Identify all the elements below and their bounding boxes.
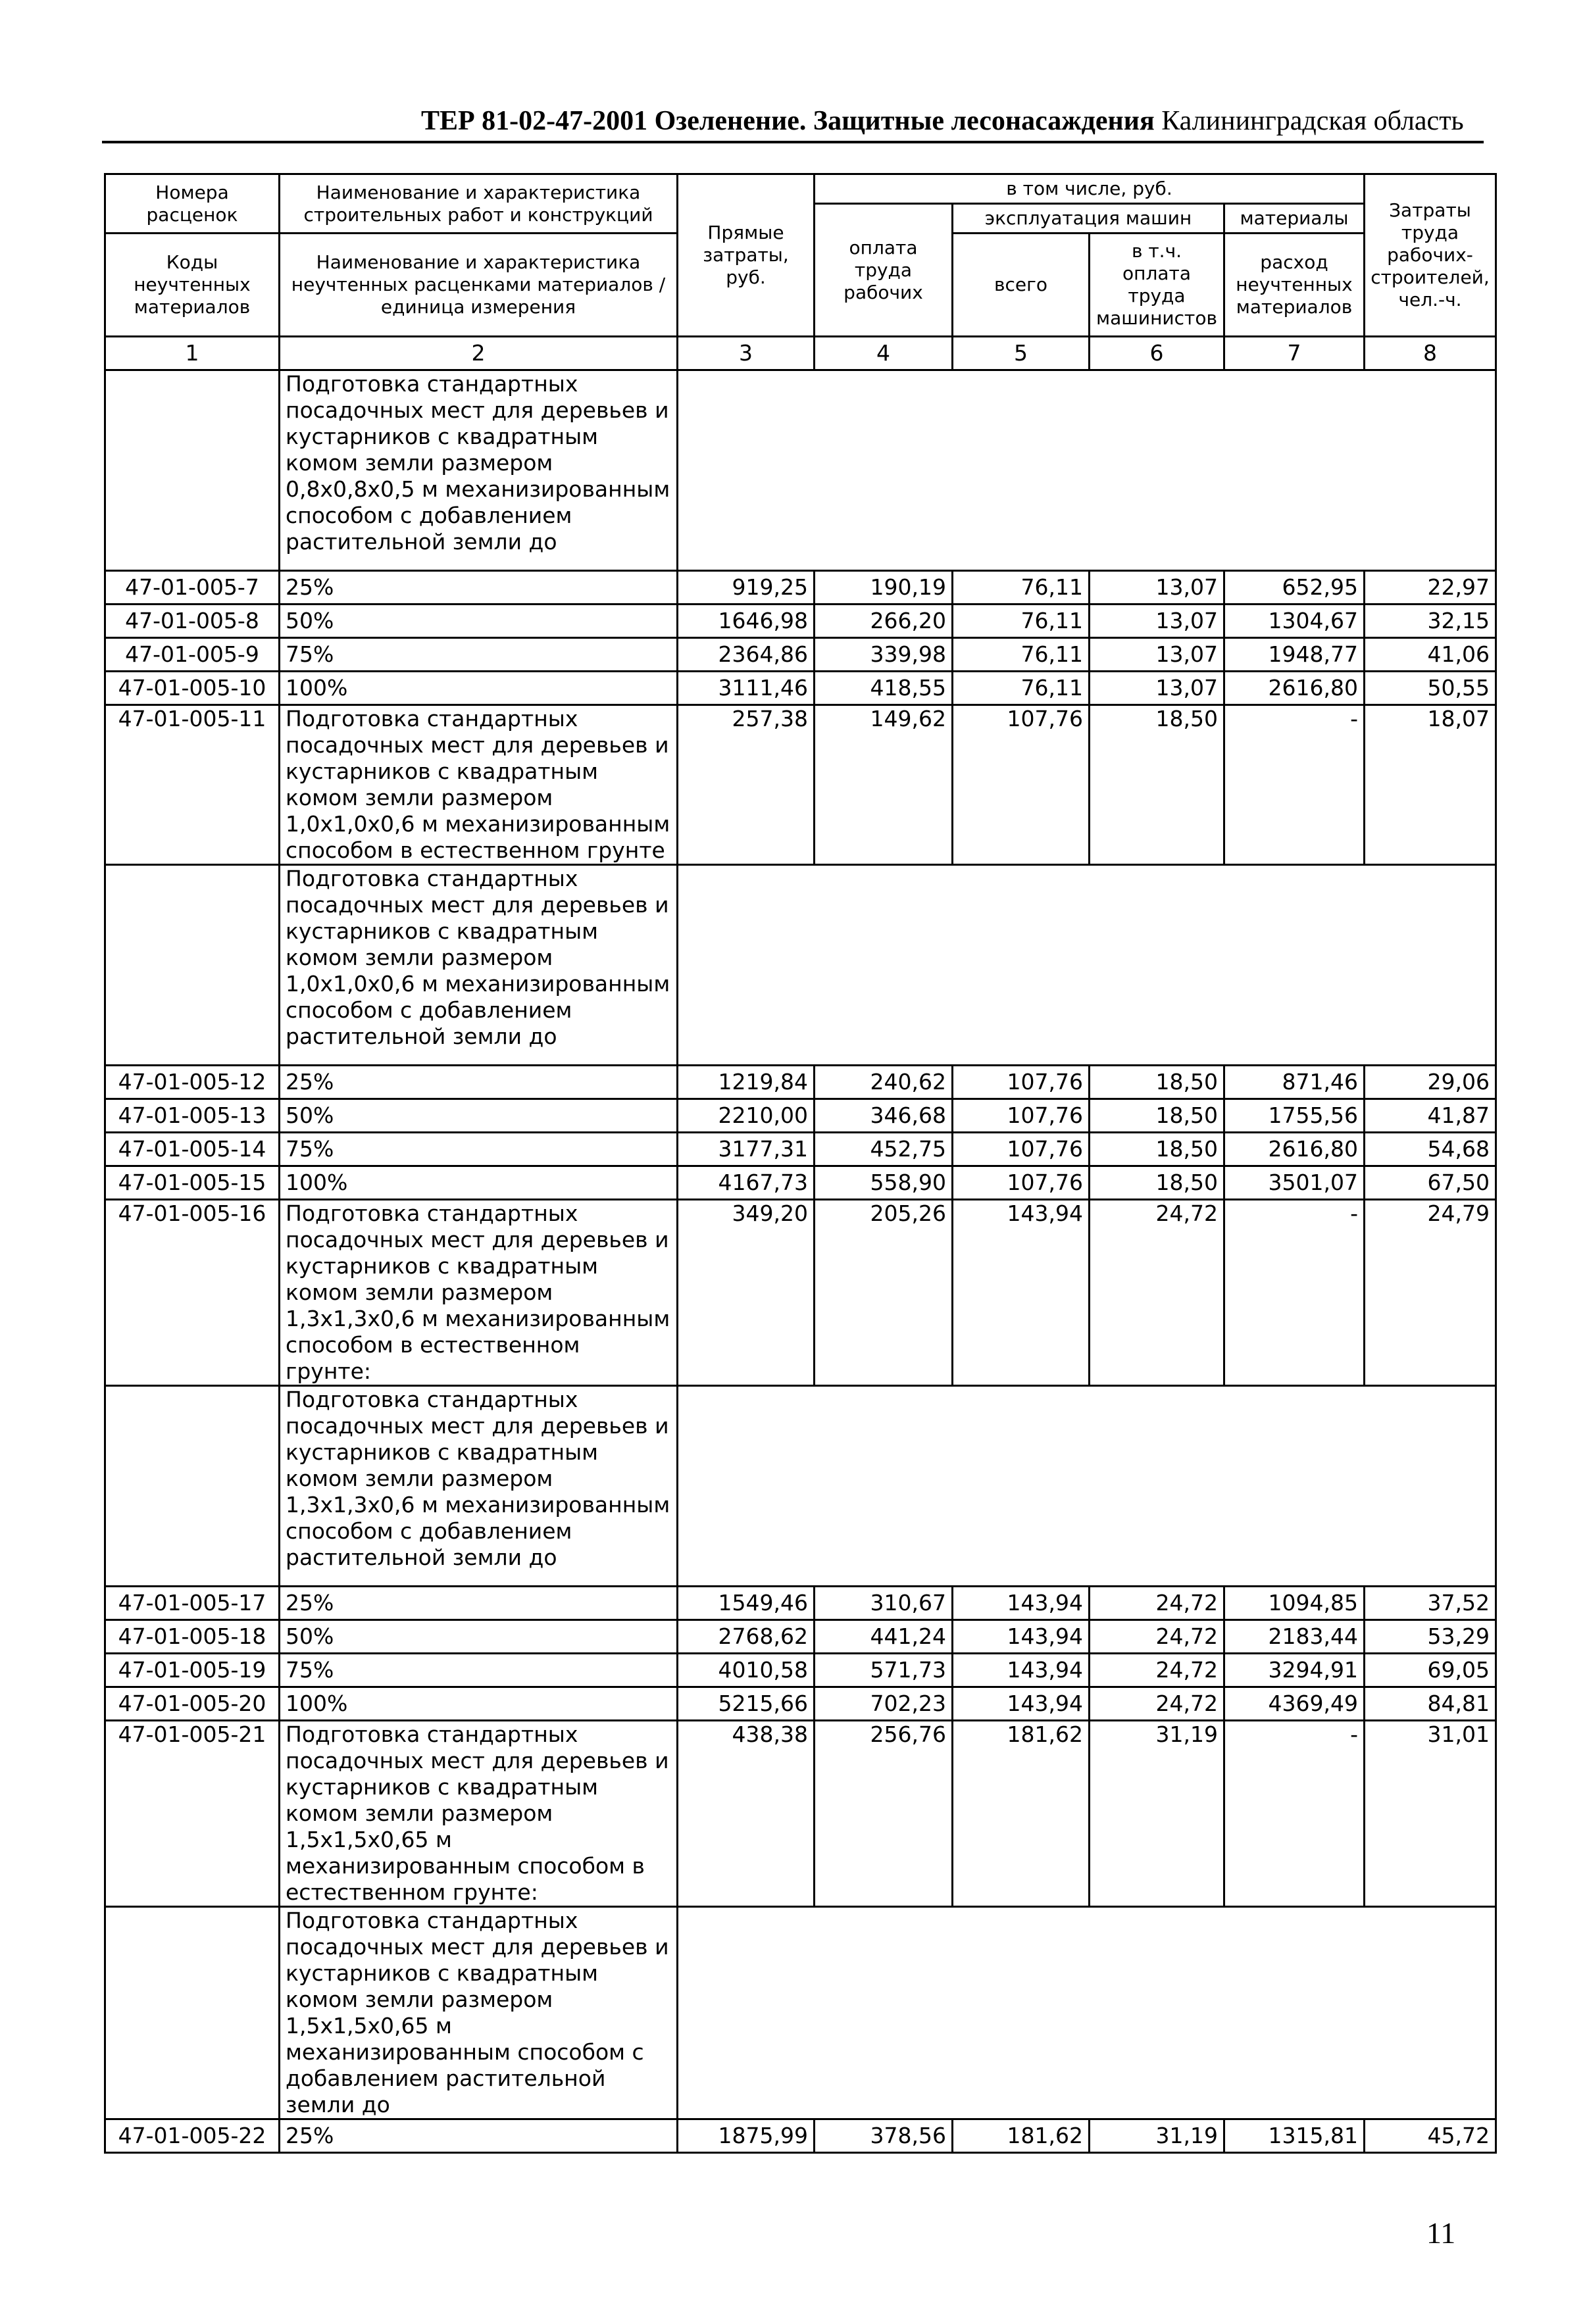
machines-total-value: 107,76 bbox=[953, 1133, 1090, 1166]
column-number-7: 7 bbox=[1224, 337, 1365, 370]
row-description: Подготовка стандартных посадочных мест для деревьев и кустарников с квадратным комом земли размером 1,3х1,3х0,6 м механизированным способом с добавлением растительной земли до bbox=[280, 1386, 678, 1587]
table-row bbox=[105, 1166, 1496, 1200]
rate-code: 47-01-005-7 bbox=[105, 571, 280, 605]
material-consumption-value: 1094,85 bbox=[1224, 1587, 1365, 1620]
column-number-5: 5 bbox=[953, 337, 1090, 370]
header-materials: материалы bbox=[1224, 204, 1365, 234]
table-row bbox=[105, 1099, 1496, 1133]
worker-wages-value: 571,73 bbox=[815, 1654, 953, 1687]
table-row bbox=[105, 1133, 1496, 1166]
worker-wages-value: 240,62 bbox=[815, 1066, 953, 1099]
direct-costs-value: 349,20 bbox=[678, 1200, 815, 1386]
operator-wages-value: 18,50 bbox=[1090, 1099, 1224, 1133]
direct-costs-value: 1875,99 bbox=[678, 2119, 815, 2153]
rate-code: 47-01-005-21 bbox=[105, 1721, 280, 1907]
material-consumption-value: 1304,67 bbox=[1224, 605, 1365, 638]
labor-costs-value: 50,55 bbox=[1365, 672, 1496, 705]
direct-costs-value: 5215,66 bbox=[678, 1687, 815, 1721]
operator-wages-value: 18,50 bbox=[1090, 1066, 1224, 1099]
rate-code: 47-01-005-12 bbox=[105, 1066, 280, 1099]
header-material-consumption: расход неучтенных материалов bbox=[1224, 234, 1365, 337]
direct-costs-value: 2768,62 bbox=[678, 1620, 815, 1654]
worker-wages-value: 702,23 bbox=[815, 1687, 953, 1721]
worker-wages-value: 266,20 bbox=[815, 605, 953, 638]
rate-code: 47-01-005-14 bbox=[105, 1133, 280, 1166]
machines-total-value: 76,11 bbox=[953, 638, 1090, 672]
header-title-region: Калининградская область bbox=[1154, 106, 1464, 136]
operator-wages-value: 24,72 bbox=[1090, 1687, 1224, 1721]
worker-wages-value: 452,75 bbox=[815, 1133, 953, 1166]
rate-code: 47-01-005-8 bbox=[105, 605, 280, 638]
labor-costs-value: 31,01 bbox=[1365, 1721, 1496, 1907]
machines-total-value: 107,76 bbox=[953, 705, 1090, 865]
header-title-bold: ТЕР 81-02-47-2001 Озеленение. Защитные лесонасаждения bbox=[421, 106, 1155, 136]
worker-wages-value: 418,55 bbox=[815, 672, 953, 705]
material-consumption-value: 1315,81 bbox=[1224, 2119, 1365, 2153]
direct-costs-value: 4167,73 bbox=[678, 1166, 815, 1200]
header-operator-wages: в т.ч. оплата труда машинистов bbox=[1090, 234, 1224, 337]
direct-costs-value: 2364,86 bbox=[678, 638, 815, 672]
rate-code: 47-01-005-10 bbox=[105, 672, 280, 705]
row-description: 25% bbox=[280, 571, 678, 605]
table-row bbox=[105, 1721, 1496, 1907]
labor-costs-value: 67,50 bbox=[1365, 1166, 1496, 1200]
material-consumption-value: - bbox=[1224, 705, 1365, 865]
column-number-1: 1 bbox=[105, 337, 280, 370]
rate-code: 47-01-005-16 bbox=[105, 1200, 280, 1386]
header-direct-costs: Прямые затраты, руб. bbox=[678, 174, 815, 337]
rate-code: 47-01-005-13 bbox=[105, 1099, 280, 1133]
operator-wages-value: 18,50 bbox=[1090, 1133, 1224, 1166]
worker-wages-value: 190,19 bbox=[815, 571, 953, 605]
row-description: 50% bbox=[280, 1620, 678, 1654]
header-labor-costs: Затраты труда рабочих-строителей, чел.-ч. bbox=[1365, 174, 1496, 337]
row-description: 25% bbox=[280, 2119, 678, 2153]
row-gap bbox=[678, 370, 1496, 571]
labor-costs-value: 53,29 bbox=[1365, 1620, 1496, 1654]
header-work-name: Наименование и характеристика строительных работ и конструкций bbox=[280, 174, 678, 234]
group-heading-row bbox=[105, 1907, 1496, 2119]
machines-total-value: 76,11 bbox=[953, 571, 1090, 605]
machines-total-value: 181,62 bbox=[953, 2119, 1090, 2153]
operator-wages-value: 13,07 bbox=[1090, 571, 1224, 605]
row-description: 100% bbox=[280, 1166, 678, 1200]
row-description: 50% bbox=[280, 1099, 678, 1133]
group-heading-row bbox=[105, 865, 1496, 1066]
header-including: в том числе, руб. bbox=[815, 174, 1365, 204]
column-number-row bbox=[105, 337, 1496, 370]
table-row bbox=[105, 2119, 1496, 2153]
material-consumption-value: 2616,80 bbox=[1224, 672, 1365, 705]
worker-wages-value: 378,56 bbox=[815, 2119, 953, 2153]
rate-code: 47-01-005-19 bbox=[105, 1654, 280, 1687]
machines-total-value: 107,76 bbox=[953, 1166, 1090, 1200]
labor-costs-value: 22,97 bbox=[1365, 571, 1496, 605]
header-material-codes: Коды неучтенных материалов bbox=[105, 234, 280, 337]
direct-costs-value: 3177,31 bbox=[678, 1133, 815, 1166]
header-rate-numbers: Номера расценок bbox=[105, 174, 280, 234]
header-row-1 bbox=[105, 174, 1496, 204]
worker-wages-value: 346,68 bbox=[815, 1099, 953, 1133]
machines-total-value: 107,76 bbox=[953, 1099, 1090, 1133]
table-row bbox=[105, 1687, 1496, 1721]
table-row bbox=[105, 1587, 1496, 1620]
row-description: 100% bbox=[280, 1687, 678, 1721]
rate-code: 47-01-005-18 bbox=[105, 1620, 280, 1654]
row-gap bbox=[678, 1386, 1496, 1587]
rate-code: 47-01-005-20 bbox=[105, 1687, 280, 1721]
material-consumption-value: 1755,56 bbox=[1224, 1099, 1365, 1133]
direct-costs-value: 919,25 bbox=[678, 571, 815, 605]
operator-wages-value: 24,72 bbox=[1090, 1200, 1224, 1386]
labor-costs-value: 41,06 bbox=[1365, 638, 1496, 672]
operator-wages-value: 24,72 bbox=[1090, 1620, 1224, 1654]
row-description: 75% bbox=[280, 1133, 678, 1166]
row-gap bbox=[678, 865, 1496, 1066]
table-row bbox=[105, 638, 1496, 672]
row-description: 50% bbox=[280, 605, 678, 638]
direct-costs-value: 3111,46 bbox=[678, 672, 815, 705]
table-row bbox=[105, 1620, 1496, 1654]
worker-wages-value: 339,98 bbox=[815, 638, 953, 672]
column-number-6: 6 bbox=[1090, 337, 1224, 370]
material-consumption-value: 3501,07 bbox=[1224, 1166, 1365, 1200]
labor-costs-value: 41,87 bbox=[1365, 1099, 1496, 1133]
labor-costs-value: 45,72 bbox=[1365, 2119, 1496, 2153]
operator-wages-value: 24,72 bbox=[1090, 1654, 1224, 1687]
table-row bbox=[105, 672, 1496, 705]
labor-costs-value: 32,15 bbox=[1365, 605, 1496, 638]
operator-wages-value: 24,72 bbox=[1090, 1587, 1224, 1620]
material-consumption-value: - bbox=[1224, 1200, 1365, 1386]
direct-costs-value: 1549,46 bbox=[678, 1587, 815, 1620]
table-row bbox=[105, 705, 1496, 865]
column-number-8: 8 bbox=[1365, 337, 1496, 370]
group-heading-row bbox=[105, 370, 1496, 571]
group-heading-row bbox=[105, 1386, 1496, 1587]
machines-total-value: 76,11 bbox=[953, 605, 1090, 638]
material-consumption-value: - bbox=[1224, 1721, 1365, 1907]
header-rule bbox=[102, 141, 1484, 143]
machines-total-value: 76,11 bbox=[953, 672, 1090, 705]
table-row bbox=[105, 1200, 1496, 1386]
header-worker-wages: оплата труда рабочих bbox=[815, 204, 953, 337]
machines-total-value: 143,94 bbox=[953, 1200, 1090, 1386]
header-machine-operation: эксплуатация машин bbox=[953, 204, 1224, 234]
labor-costs-value: 54,68 bbox=[1365, 1133, 1496, 1166]
row-description: 100% bbox=[280, 672, 678, 705]
rate-code: 47-01-005-17 bbox=[105, 1587, 280, 1620]
rate-code: 47-01-005-15 bbox=[105, 1166, 280, 1200]
row-description: Подготовка стандартных посадочных мест для деревьев и кустарников с квадратным комом земли размером 1,5х1,5х0,65 м механизированным способом в естественном грунте: bbox=[280, 1721, 678, 1907]
direct-costs-value: 1219,84 bbox=[678, 1066, 815, 1099]
machines-total-value: 107,76 bbox=[953, 1066, 1090, 1099]
row-description: 75% bbox=[280, 1654, 678, 1687]
row-description: 75% bbox=[280, 638, 678, 672]
machines-total-value: 143,94 bbox=[953, 1687, 1090, 1721]
material-consumption-value: 3294,91 bbox=[1224, 1654, 1365, 1687]
column-number-3: 3 bbox=[678, 337, 815, 370]
material-consumption-value: 2183,44 bbox=[1224, 1620, 1365, 1654]
material-consumption-value: 652,95 bbox=[1224, 571, 1365, 605]
table-row bbox=[105, 605, 1496, 638]
machines-total-value: 143,94 bbox=[953, 1587, 1090, 1620]
row-code bbox=[105, 1907, 280, 2119]
direct-costs-value: 2210,00 bbox=[678, 1099, 815, 1133]
rate-code: 47-01-005-9 bbox=[105, 638, 280, 672]
column-number-2: 2 bbox=[280, 337, 678, 370]
header-machines-total: всего bbox=[953, 234, 1090, 337]
operator-wages-value: 13,07 bbox=[1090, 638, 1224, 672]
row-description: Подготовка стандартных посадочных мест для деревьев и кустарников с квадратным комом земли размером 1,0х1,0х0,6 м механизированным способом в естественном грунте bbox=[280, 705, 678, 865]
table-body bbox=[105, 174, 1496, 2153]
row-description: Подготовка стандартных посадочных мест для деревьев и кустарников с квадратным комом земли размером 0,8х0,8х0,5 м механизированным способом с добавлением растительной земли до bbox=[280, 370, 678, 571]
operator-wages-value: 18,50 bbox=[1090, 1166, 1224, 1200]
row-code bbox=[105, 865, 280, 1066]
rate-code: 47-01-005-11 bbox=[105, 705, 280, 865]
operator-wages-value: 18,50 bbox=[1090, 705, 1224, 865]
direct-costs-value: 4010,58 bbox=[678, 1654, 815, 1687]
row-code bbox=[105, 1386, 280, 1587]
labor-costs-value: 29,06 bbox=[1365, 1066, 1496, 1099]
operator-wages-value: 31,19 bbox=[1090, 2119, 1224, 2153]
row-description: Подготовка стандартных посадочных мест для деревьев и кустарников с квадратным комом земли размером 1,3х1,3х0,6 м механизированным способом в естественном грунте: bbox=[280, 1200, 678, 1386]
row-description: Подготовка стандартных посадочных мест для деревьев и кустарников с квадратным комом земли размером 1,5х1,5х0,65 м механизированным способом с добавлением растительной земли до bbox=[280, 1907, 678, 2119]
direct-costs-value: 1646,98 bbox=[678, 605, 815, 638]
material-consumption-value: 4369,49 bbox=[1224, 1687, 1365, 1721]
operator-wages-value: 13,07 bbox=[1090, 605, 1224, 638]
worker-wages-value: 558,90 bbox=[815, 1166, 953, 1200]
row-description: 25% bbox=[280, 1587, 678, 1620]
price-table bbox=[104, 173, 1497, 2154]
table-row bbox=[105, 571, 1496, 605]
machines-total-value: 143,94 bbox=[953, 1620, 1090, 1654]
rate-code: 47-01-005-22 bbox=[105, 2119, 280, 2153]
material-consumption-value: 2616,80 bbox=[1224, 1133, 1365, 1166]
material-consumption-value: 1948,77 bbox=[1224, 638, 1365, 672]
worker-wages-value: 310,67 bbox=[815, 1587, 953, 1620]
table-row bbox=[105, 1654, 1496, 1687]
column-number-4: 4 bbox=[815, 337, 953, 370]
table-row bbox=[105, 1066, 1496, 1099]
labor-costs-value: 24,79 bbox=[1365, 1200, 1496, 1386]
page-header-title bbox=[421, 105, 1480, 145]
row-description: Подготовка стандартных посадочных мест для деревьев и кустарников с квадратным комом земли размером 1,0х1,0х0,6 м механизированным способом с добавлением растительной земли до bbox=[280, 865, 678, 1066]
row-code bbox=[105, 370, 280, 571]
machines-total-value: 181,62 bbox=[953, 1721, 1090, 1907]
page-number: 11 bbox=[1426, 2216, 1456, 2250]
header-material-name: Наименование и характеристика неучтенных расценками материалов / единица измерения bbox=[280, 234, 678, 337]
worker-wages-value: 205,26 bbox=[815, 1200, 953, 1386]
labor-costs-value: 69,05 bbox=[1365, 1654, 1496, 1687]
labor-costs-value: 18,07 bbox=[1365, 705, 1496, 865]
row-gap bbox=[678, 1907, 1496, 2119]
operator-wages-value: 13,07 bbox=[1090, 672, 1224, 705]
material-consumption-value: 871,46 bbox=[1224, 1066, 1365, 1099]
worker-wages-value: 441,24 bbox=[815, 1620, 953, 1654]
labor-costs-value: 37,52 bbox=[1365, 1587, 1496, 1620]
direct-costs-value: 438,38 bbox=[678, 1721, 815, 1907]
row-description: 25% bbox=[280, 1066, 678, 1099]
worker-wages-value: 149,62 bbox=[815, 705, 953, 865]
direct-costs-value: 257,38 bbox=[678, 705, 815, 865]
worker-wages-value: 256,76 bbox=[815, 1721, 953, 1907]
labor-costs-value: 84,81 bbox=[1365, 1687, 1496, 1721]
operator-wages-value: 31,19 bbox=[1090, 1721, 1224, 1907]
machines-total-value: 143,94 bbox=[953, 1654, 1090, 1687]
